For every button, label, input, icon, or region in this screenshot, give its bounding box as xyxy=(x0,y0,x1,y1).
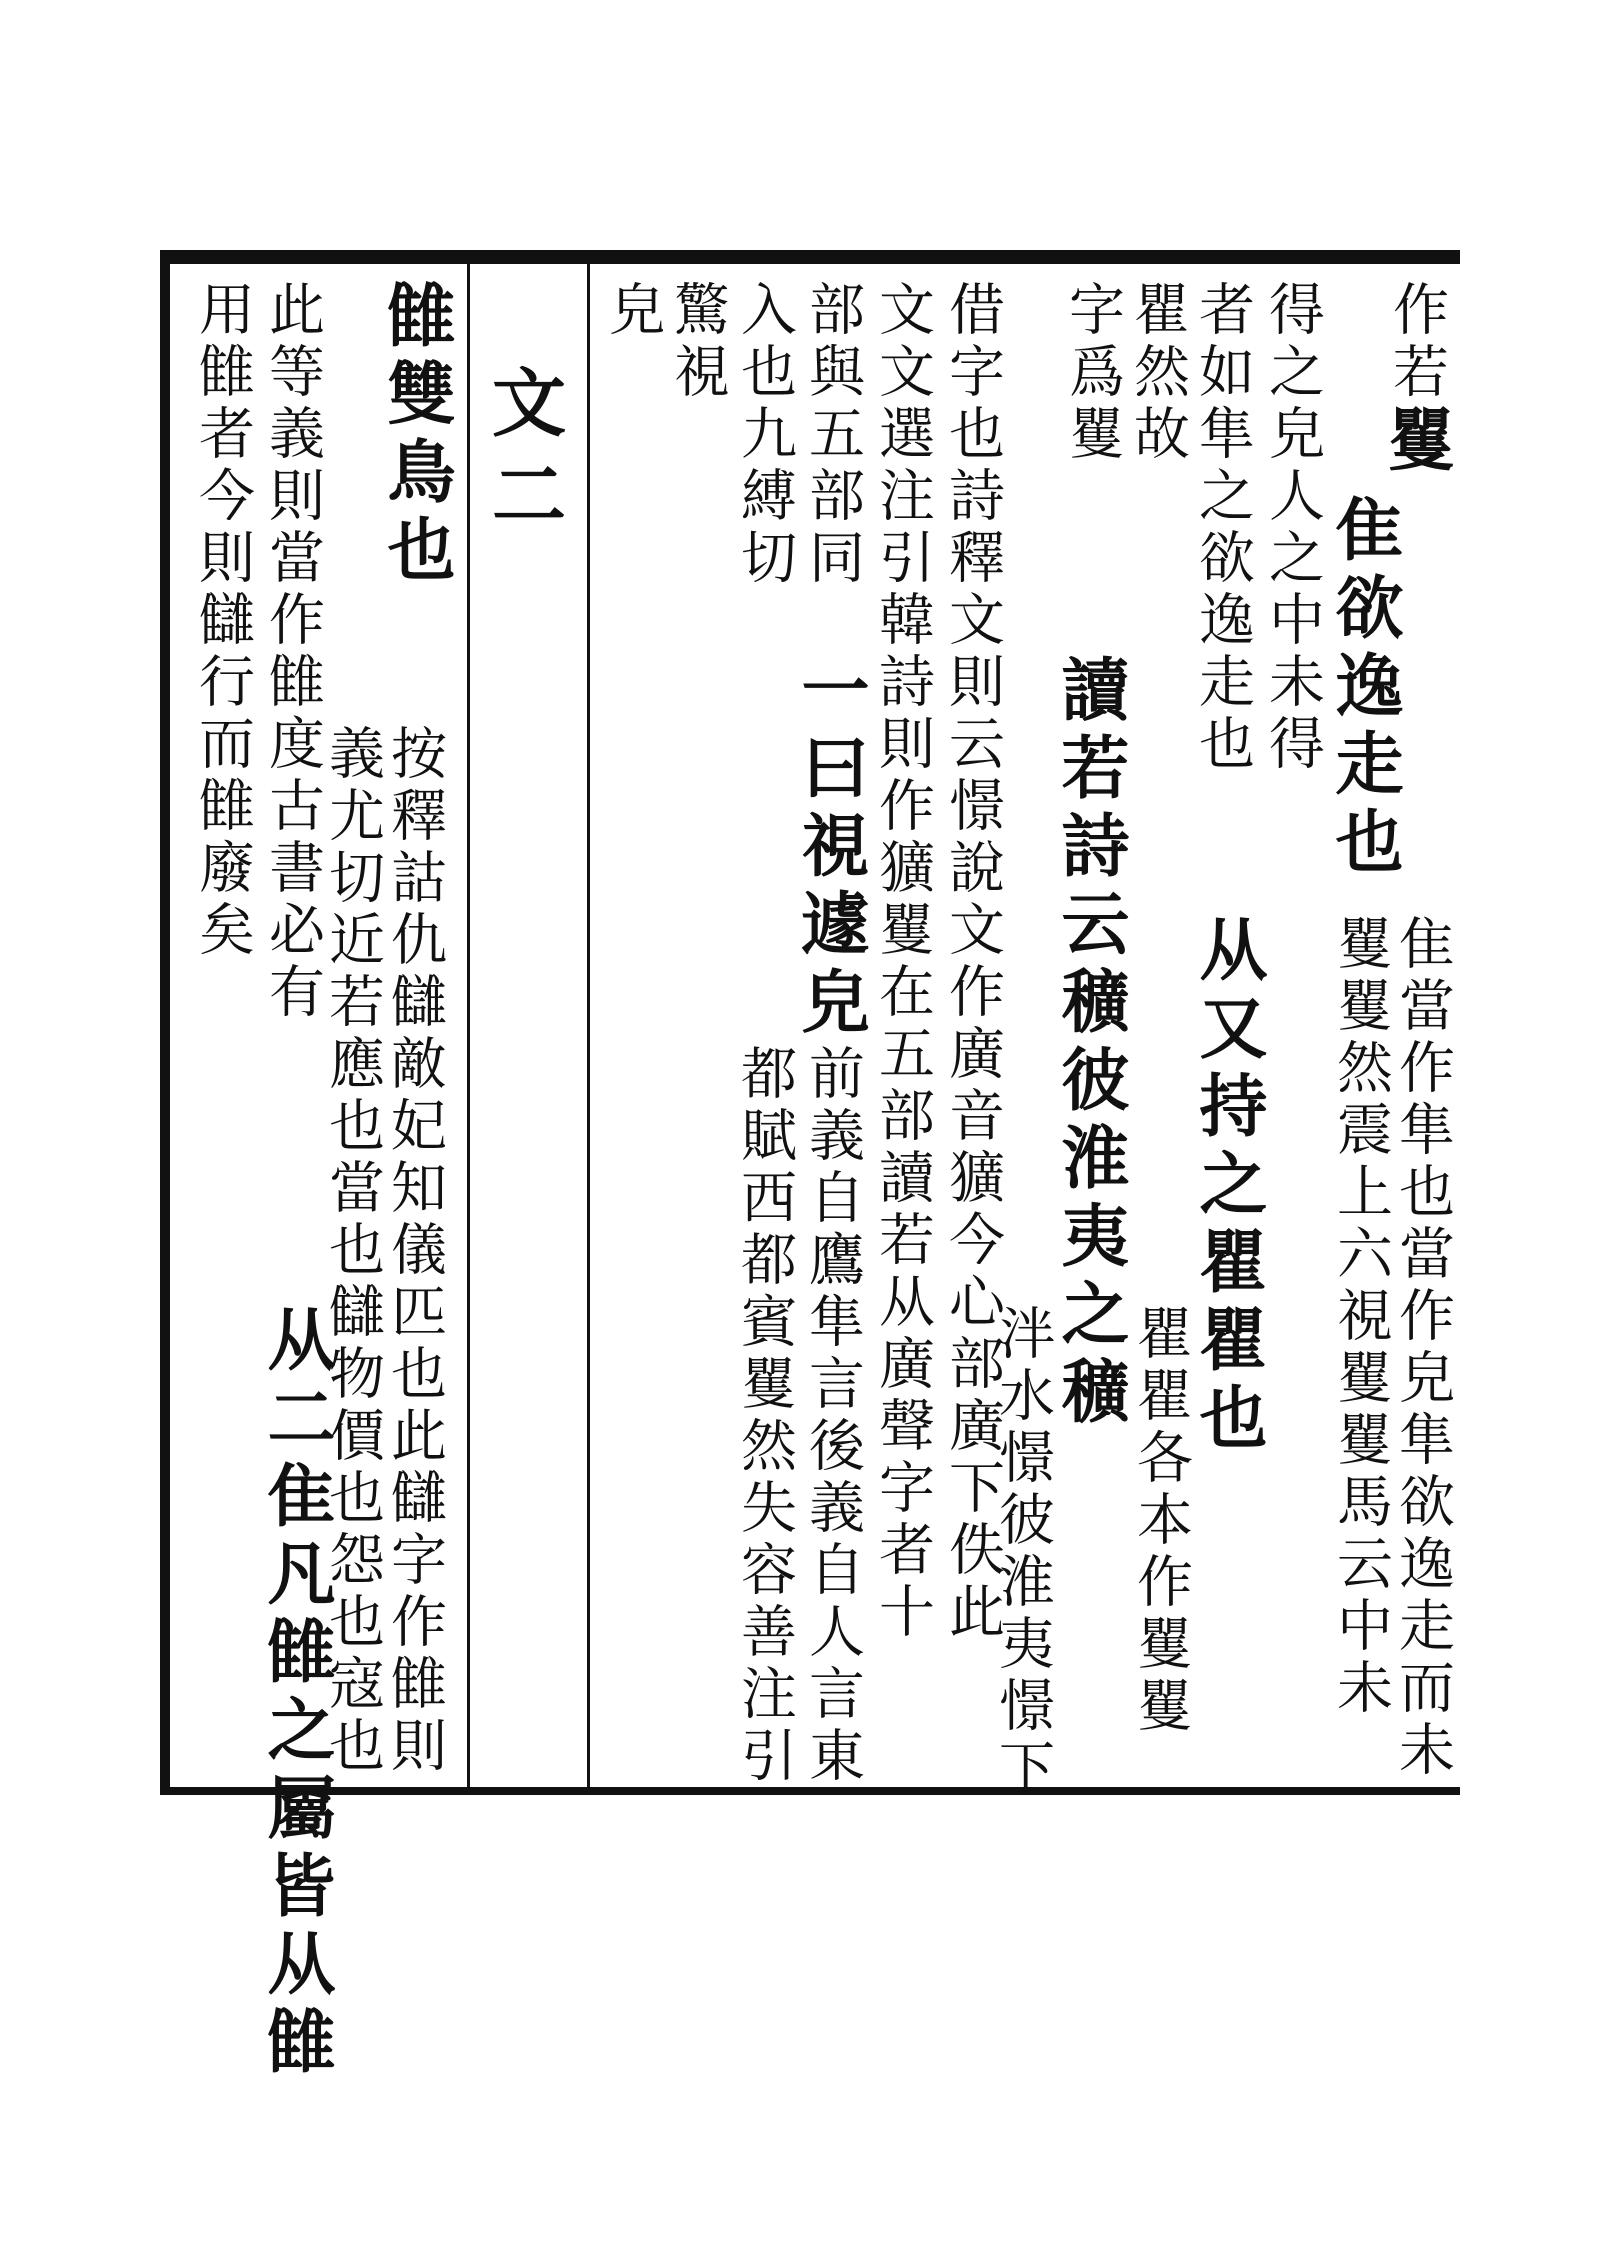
text-segment: 入也九縛切 xyxy=(732,280,797,590)
col-16b xyxy=(382,724,447,1778)
section-divider xyxy=(467,264,470,1787)
col-19 xyxy=(256,1304,336,2084)
col-12b xyxy=(790,654,870,1044)
col-7 xyxy=(1125,280,1190,466)
page-frame xyxy=(160,250,1460,2084)
col-6 xyxy=(1190,280,1255,776)
col-4 xyxy=(1328,914,1393,1720)
text-segment: 从二隹凡雔之屬皆从雔 xyxy=(256,1304,336,2084)
text-segment: 从又持之瞿瞿也 xyxy=(1188,914,1268,1460)
col-3 xyxy=(1390,914,1455,1782)
text-segment: 字爲矍 xyxy=(1060,280,1125,466)
text-segment: 義尤切近若應也當也讎物價也怨也寇也 xyxy=(320,724,385,1778)
text-segment: 部與五部同 xyxy=(800,280,865,590)
text-segment: 作若 xyxy=(1384,280,1449,404)
text-segment: 此等義則當作雔度古書必 xyxy=(260,280,325,962)
col-13b xyxy=(732,1044,797,1788)
col-8 xyxy=(1060,280,1125,466)
col-13 xyxy=(732,280,797,590)
text-segment: 瞿然故 xyxy=(1125,280,1190,466)
text-segment: 驚視 xyxy=(665,280,730,404)
text-segment: 都賦西都賓矍然失容善注引 xyxy=(732,1044,797,1788)
text-segment: 矍矍然震上六視矍矍馬云中未 xyxy=(1328,914,1393,1720)
col-16 xyxy=(376,280,456,592)
text-segment: 用雔者今則讎行而雔廢矣 xyxy=(190,280,255,962)
col-14 xyxy=(665,280,730,404)
col-8b xyxy=(1050,654,1130,1434)
section-divider xyxy=(587,264,590,1787)
text-segment: 者如隼之欲逸走也 xyxy=(1190,280,1255,776)
col-7b xyxy=(1128,1304,1193,1738)
col-15 xyxy=(600,280,665,342)
section-title xyxy=(480,364,566,548)
text-segment: 隹當作隼也當作皃隼欲逸走而未 xyxy=(1390,914,1455,1782)
col-10 xyxy=(940,280,1005,1644)
text-segment: 文文選注引韓詩則作獷矍在五部讀若从廣聲字者十 xyxy=(870,280,935,1644)
text-segment: 得之皃人之中未得 xyxy=(1260,280,1325,776)
text-segment: 文二 xyxy=(480,364,566,548)
head-char: 矍 xyxy=(1376,404,1456,482)
text-segment: 按釋詁仇讎敵妃知儀匹也此讎字作雔則 xyxy=(382,724,447,1778)
col-12 xyxy=(800,280,865,590)
col-12c xyxy=(800,1044,865,1788)
col-5 xyxy=(1260,280,1325,776)
col-11 xyxy=(870,280,935,1644)
col-2 xyxy=(1324,494,1404,884)
col-18 xyxy=(260,280,325,1024)
text-segment: 一曰視遽皃 xyxy=(790,654,870,1044)
text-segment: 泮水憬彼淮夷憬下 xyxy=(990,1304,1055,1800)
head-char: 雔 xyxy=(376,280,456,358)
col-20 xyxy=(190,280,255,962)
text-segment: 借字也詩釋文則云憬說文作廣音獷今心部廣下佚此 xyxy=(940,280,1005,1644)
text-segment: 前義自鷹隼言後義自人言東 xyxy=(800,1044,865,1788)
text-segment: 讀若詩云穬彼淮夷之穬 xyxy=(1050,654,1130,1434)
text-segment: 有 xyxy=(260,962,325,1024)
col-6b xyxy=(1188,914,1268,1460)
text-segment: 皃 xyxy=(600,280,665,342)
text-segment: 隹欲逸走也 xyxy=(1324,494,1404,884)
text-segment: 雙鳥也 xyxy=(376,358,456,592)
col-1 xyxy=(1376,280,1456,482)
text-segment: 瞿瞿各本作矍矍 xyxy=(1128,1304,1193,1738)
